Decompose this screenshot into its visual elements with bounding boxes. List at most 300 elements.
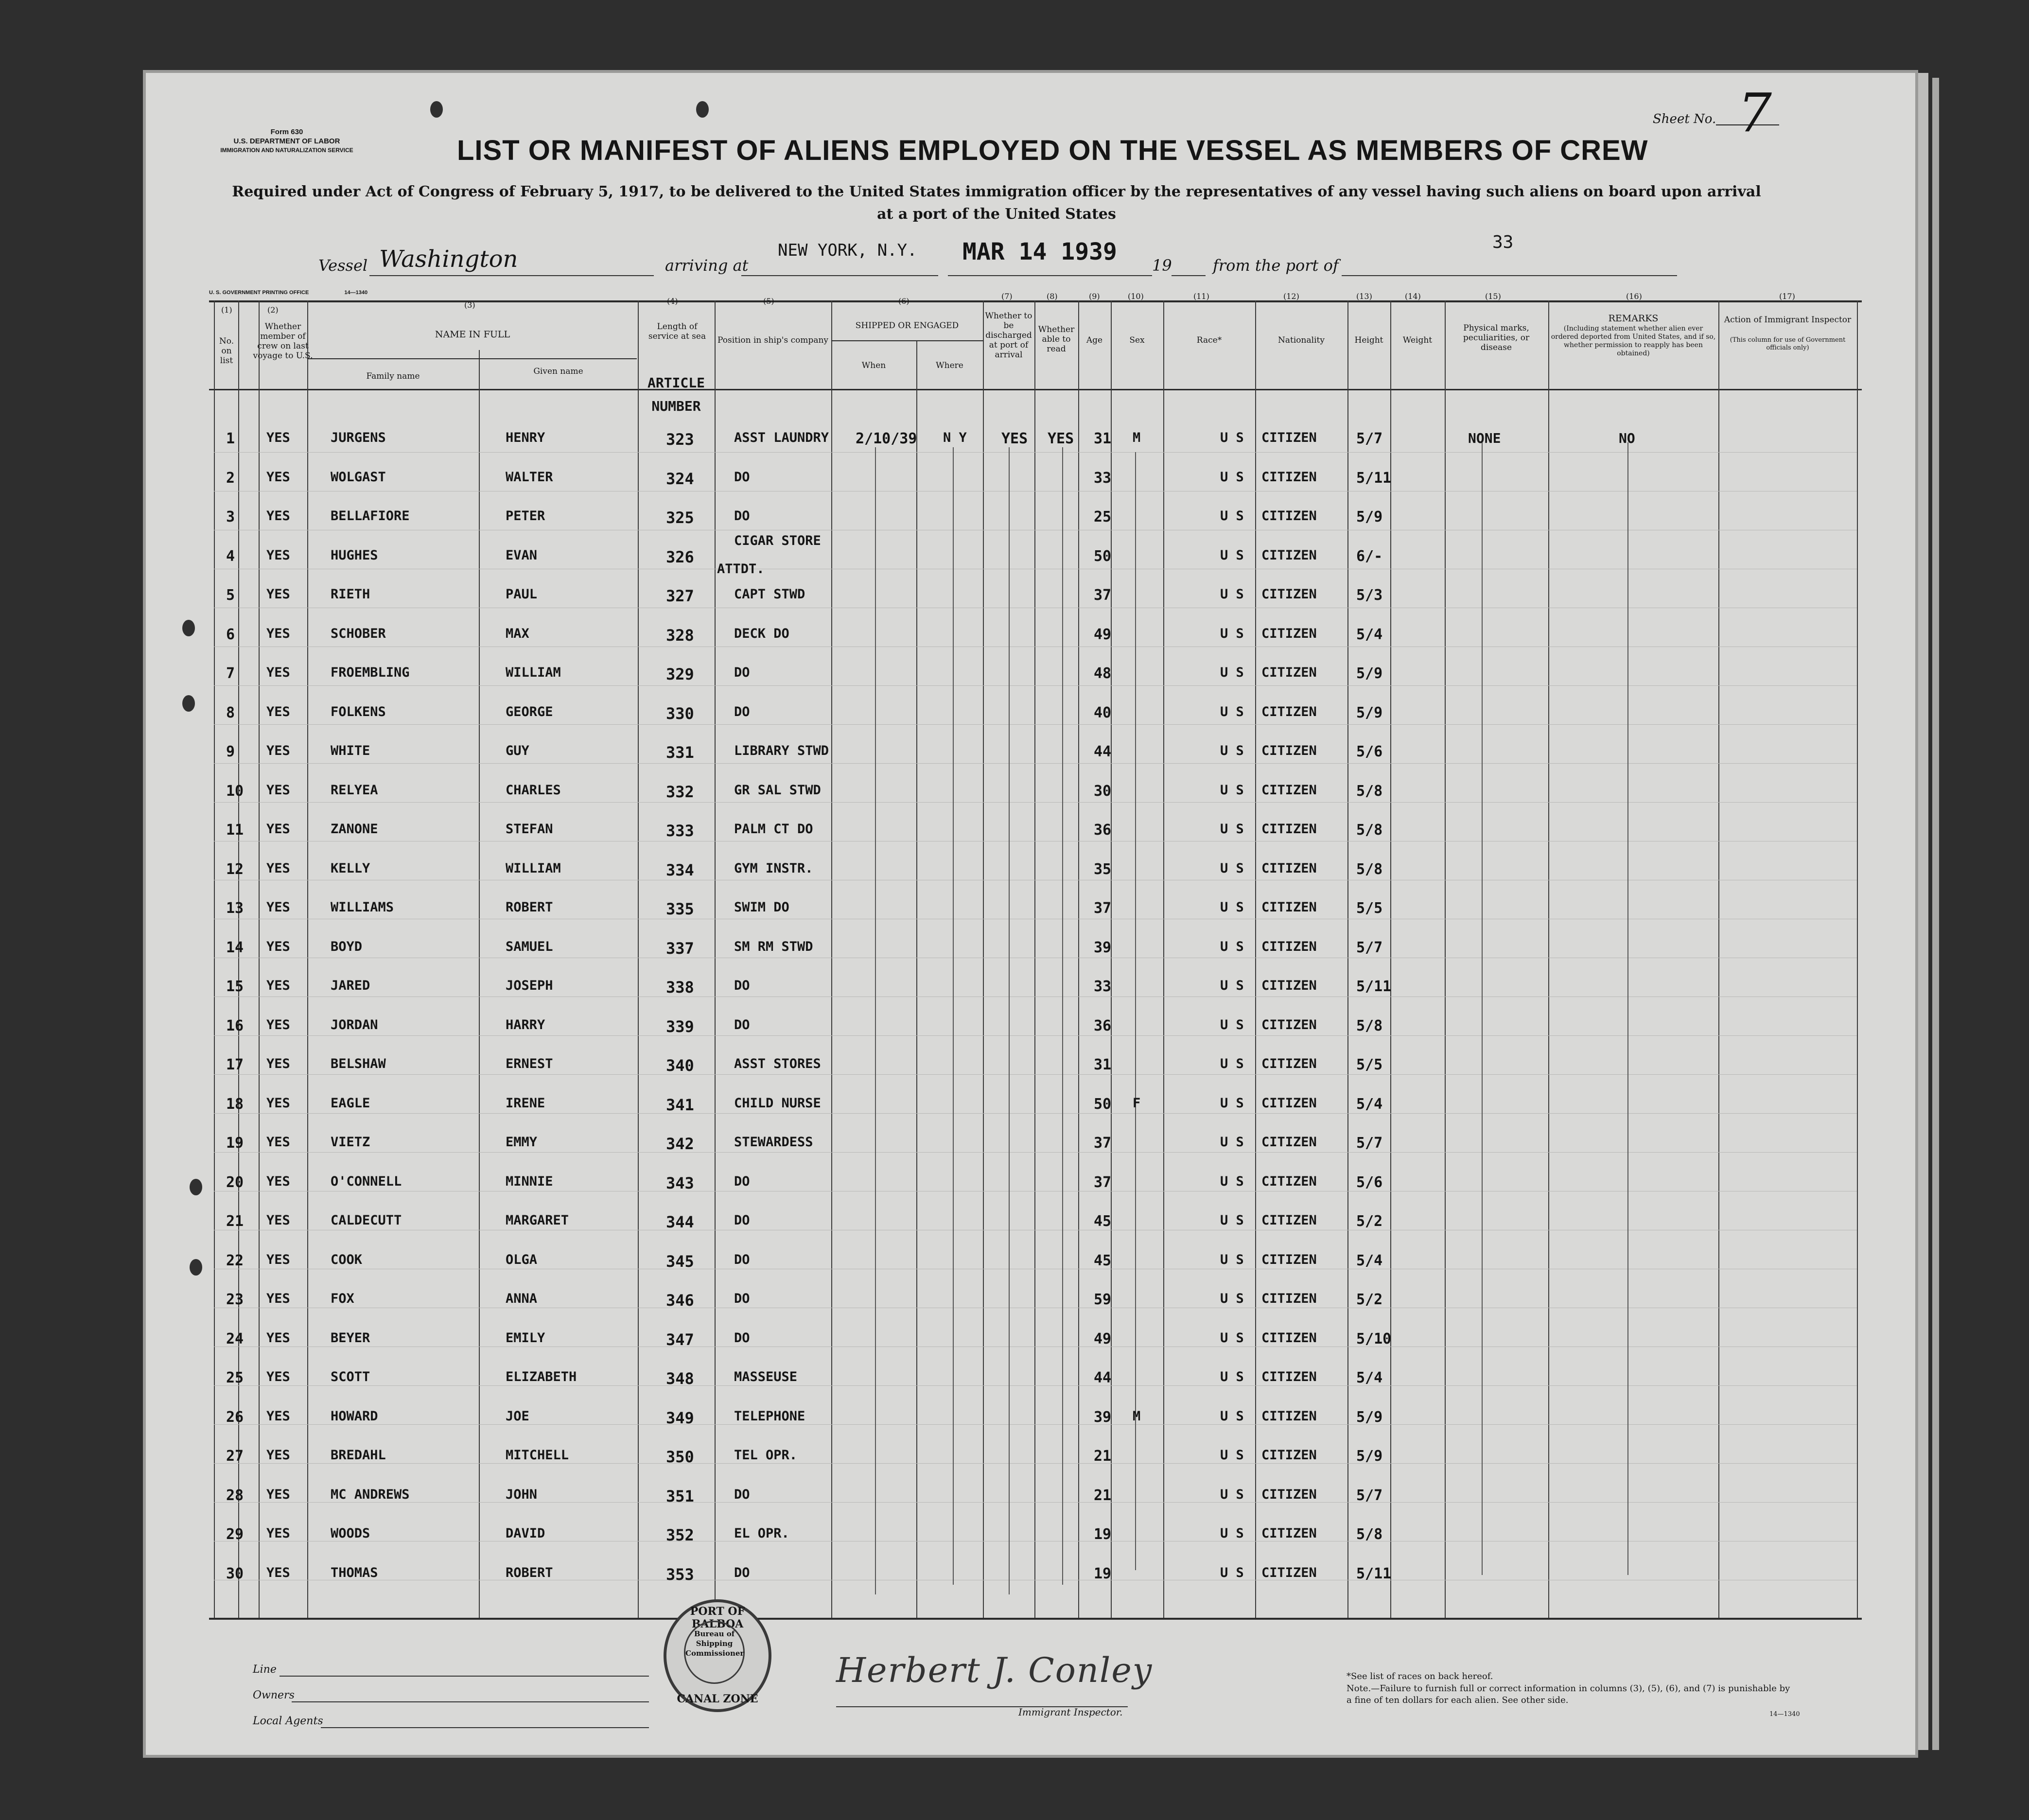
cell-crew-last-voyage: YES [266, 665, 290, 680]
cell-age: 31 [1094, 1056, 1112, 1073]
penalty-note: Note.—Failure to furnish full or correct information in columns (3), (5), (6), and (7) is punishable by a fine of ten dollars for each alien. See other side. [1347, 1683, 1790, 1705]
cell-race: U S [1220, 822, 1244, 837]
cell-article-number: 345 [666, 1252, 694, 1271]
cell-row-number: 10 [226, 782, 244, 800]
column-rule [831, 300, 832, 1618]
cell-row-number: 22 [226, 1252, 244, 1269]
cell-age: 37 [1094, 1173, 1112, 1191]
cell-given-name: CHARLES [506, 782, 561, 798]
row-rule [214, 1074, 1857, 1075]
ditto-line [1009, 447, 1010, 1594]
cell-family-name: JURGENS [331, 430, 386, 445]
cell-article-number: 334 [666, 860, 694, 879]
line-label: Line [253, 1663, 277, 1676]
column-rule [983, 300, 984, 1618]
header-position: Position in ship's company [717, 335, 829, 345]
voyage-number: 33 [1492, 232, 1514, 252]
column-rule [259, 300, 260, 1618]
cell-height: 5/4 [1356, 626, 1383, 643]
cell-height: 5/5 [1356, 1056, 1383, 1073]
cell-position: PALM CT DO [734, 822, 813, 837]
cell-race: U S [1220, 978, 1244, 993]
paper-edge-back [1932, 78, 1939, 1750]
binder-hole [696, 101, 709, 118]
cell-sex: F [1133, 1095, 1141, 1111]
col-num-2: (2) [267, 305, 279, 315]
cell-article-number: 324 [666, 469, 694, 488]
col-num-6: (6) [898, 297, 910, 306]
ditto-line [1482, 442, 1483, 1575]
cell-row-number: 30 [226, 1565, 244, 1582]
cell-row-number: 7 [226, 665, 235, 682]
cell-height: 5/9 [1356, 704, 1383, 721]
binder-hole [190, 1179, 202, 1195]
cell-age: 36 [1094, 822, 1112, 839]
cell-position-continued: ATTDT. [717, 561, 765, 577]
cell-family-name: THOMAS [331, 1565, 378, 1580]
cell-given-name: WALTER [506, 469, 553, 485]
header-length-of-service: Length of service at sea [648, 322, 706, 341]
cell-article-number: 347 [666, 1330, 694, 1349]
cell-crew-last-voyage: YES [266, 1017, 290, 1032]
cell-article-number: 350 [666, 1448, 694, 1466]
cell-nationality: CITIZEN [1261, 1330, 1317, 1346]
cell-height: 5/8 [1356, 782, 1383, 800]
cell-given-name: PETER [506, 508, 545, 524]
cell-position: DO [734, 704, 750, 719]
cell-position: DO [734, 1330, 750, 1346]
cell-family-name: KELLY [331, 860, 370, 876]
cell-row-number: 14 [226, 939, 244, 956]
vessel-underline [369, 275, 654, 276]
cell-race: U S [1220, 1056, 1244, 1071]
column-rule [479, 350, 480, 1618]
column-rule [638, 300, 639, 1618]
cell-position: TELEPHONE [734, 1408, 805, 1424]
local-agents-label: Local Agents [253, 1715, 323, 1727]
header-height: Height [1354, 335, 1383, 345]
cell-row-number: 28 [226, 1487, 244, 1504]
row-rule [214, 802, 1857, 803]
cell-nationality: CITIZEN [1261, 665, 1317, 680]
cell-given-name: SAMUEL [506, 939, 553, 954]
row-rule [214, 1035, 1857, 1036]
cell-age: 19 [1094, 1526, 1112, 1543]
printer-name: U. S. GOVERNMENT PRINTING OFFICE [209, 290, 309, 296]
cell-physical-marks: NONE [1468, 430, 1501, 446]
cell-nationality: CITIZEN [1261, 1252, 1317, 1267]
inspector-signature: Herbert J. Conley [836, 1650, 1153, 1690]
cell-crew-last-voyage: YES [266, 1330, 290, 1346]
cell-nationality: CITIZEN [1261, 1448, 1317, 1463]
cell-position: TEL OPR. [734, 1448, 798, 1463]
cell-family-name: HUGHES [331, 547, 378, 563]
paper-edge [1918, 73, 1928, 1750]
cell-position: CAPT STWD [734, 587, 805, 602]
column-rule [1445, 300, 1446, 1618]
cell-height: 5/5 [1356, 900, 1383, 917]
cell-race: U S [1220, 430, 1244, 445]
cell-position: DO [734, 469, 750, 485]
cell-nationality: CITIZEN [1261, 1565, 1317, 1580]
cell-crew-last-voyage: YES [266, 1095, 290, 1111]
cell-nationality: CITIZEN [1261, 508, 1317, 524]
cell-article-number: 333 [666, 822, 694, 840]
port-of-balboa-seal [664, 1599, 771, 1712]
cell-age: 44 [1094, 1369, 1112, 1386]
cell-nationality: CITIZEN [1261, 626, 1317, 641]
cell-family-name: JARED [331, 978, 370, 993]
cell-row-number: 8 [226, 704, 235, 721]
cell-article-number: 348 [666, 1369, 694, 1388]
header-physical-marks: Physical marks, peculiarities, or disease [1463, 323, 1530, 352]
arriving-label: arriving at [665, 256, 749, 275]
row-rule [214, 685, 1857, 686]
cell-family-name: MC ANDREWS [331, 1487, 410, 1502]
cell-article-number: 349 [666, 1408, 694, 1427]
cell-family-name: WOODS [331, 1526, 370, 1541]
col-num-15: (15) [1485, 292, 1501, 301]
cell-position: EL OPR. [734, 1526, 789, 1541]
cell-race: U S [1220, 547, 1244, 563]
cell-given-name: OLGA [506, 1252, 538, 1267]
row-rule [214, 724, 1857, 725]
cell-given-name: ERNEST [506, 1056, 553, 1071]
cell-nationality: CITIZEN [1261, 1369, 1317, 1384]
col-num-16: (16) [1626, 292, 1642, 301]
cell-crew-last-voyage: YES [266, 469, 290, 485]
cell-nationality: CITIZEN [1261, 704, 1317, 719]
cell-article-number: 338 [666, 978, 694, 997]
name-header-rule [307, 358, 637, 359]
header-where: Where [936, 361, 963, 370]
col-num-3: (3) [464, 300, 475, 310]
ditto-line [875, 447, 876, 1594]
form-code: 14—1340 [1769, 1711, 1800, 1718]
col-num-7: (7) [1001, 292, 1013, 301]
cell-crew-last-voyage: YES [266, 430, 290, 445]
column-rule [1255, 300, 1256, 1618]
from-port-label: from the port of [1213, 256, 1339, 275]
cell-height: 6/- [1356, 547, 1383, 565]
vessel-name: Washington [379, 245, 518, 273]
cell-given-name: JOE [506, 1408, 529, 1424]
cell-nationality: CITIZEN [1261, 1291, 1317, 1306]
cell-age: 21 [1094, 1448, 1112, 1465]
cell-position: GR SAL STWD [734, 782, 821, 798]
cell-article-number: 337 [666, 939, 694, 958]
header-age: Age [1086, 335, 1103, 345]
cell-race: U S [1220, 508, 1244, 524]
col-num-4: (4) [667, 297, 678, 306]
cell-crew-last-voyage: YES [266, 939, 290, 954]
column-rule [1078, 300, 1079, 1618]
cell-given-name: EMMY [506, 1135, 538, 1150]
sheet-label: Sheet No. [1653, 112, 1716, 126]
cell-height: 5/9 [1356, 508, 1383, 525]
arrival-port: NEW YORK, N.Y. [778, 241, 917, 260]
cell-race: U S [1220, 743, 1244, 758]
cell-position: DO [734, 1173, 750, 1189]
cell-family-name: RIETH [331, 587, 370, 602]
cell-nationality: CITIZEN [1261, 1017, 1317, 1032]
cell-row-number: 3 [226, 508, 235, 525]
cell-height: 5/7 [1356, 1135, 1383, 1152]
cell-crew-last-voyage: YES [266, 1448, 290, 1463]
cell-race: U S [1220, 1448, 1244, 1463]
cell-crew-last-voyage: YES [266, 587, 290, 602]
col-num-8: (8) [1047, 292, 1058, 301]
cell-age: 39 [1094, 939, 1112, 956]
column-rule [1034, 300, 1035, 1618]
cell-given-name: GUY [506, 743, 529, 758]
column-rule [1718, 300, 1719, 1618]
cell-row-number: 26 [226, 1408, 244, 1426]
ditto-line [953, 447, 954, 1585]
cell-crew-last-voyage: YES [266, 547, 290, 563]
cell-nationality: CITIZEN [1261, 860, 1317, 876]
cell-family-name: O'CONNELL [331, 1173, 402, 1189]
binder-hole [182, 695, 195, 712]
cell-family-name: BREDAHL [331, 1448, 386, 1463]
column-rule [916, 340, 917, 1618]
column-rule [1548, 300, 1549, 1618]
cell-row-number: 1 [226, 430, 235, 447]
column-rule [307, 300, 308, 1618]
cell-nationality: CITIZEN [1261, 939, 1317, 954]
seal-bottom-text: CANAL ZONE [677, 1693, 758, 1705]
cell-position: DECK DO [734, 626, 789, 641]
row-rule [214, 452, 1857, 453]
cell-row-number: 15 [226, 978, 244, 995]
cell-crew-last-voyage: YES [266, 1135, 290, 1150]
cell-given-name: ANNA [506, 1291, 538, 1306]
cell-age: 19 [1094, 1565, 1112, 1582]
cell-given-name: PAUL [506, 587, 538, 602]
cell-row-number: 27 [226, 1448, 244, 1465]
column-rule [1163, 300, 1164, 1618]
cell-height: 5/9 [1356, 665, 1383, 682]
cell-race: U S [1220, 1252, 1244, 1267]
cell-article-number: 326 [666, 547, 694, 566]
cell-race: U S [1220, 1095, 1244, 1111]
cell-position: DO [734, 1291, 750, 1306]
header-shipped-engaged: SHIPPED OR ENGAGED [855, 321, 959, 331]
cell-nationality: CITIZEN [1261, 782, 1317, 798]
cell-crew-last-voyage: YES [266, 1252, 290, 1267]
row-rule [214, 1152, 1857, 1153]
cell-row-number: 5 [226, 587, 235, 604]
cell-crew-last-voyage: YES [266, 1056, 290, 1071]
cell-height: 5/2 [1356, 1213, 1383, 1230]
cell-position: DO [734, 1213, 750, 1228]
cell-article-number: 327 [666, 587, 694, 605]
cell-family-name: FROEMBLING [331, 665, 410, 680]
cell-height: 5/7 [1356, 430, 1383, 447]
cell-discharged: YES [1001, 430, 1028, 447]
cell-age: 45 [1094, 1252, 1112, 1269]
cell-row-number: 2 [226, 469, 235, 487]
from-port-underline [1342, 275, 1677, 276]
cell-article-number: 341 [666, 1095, 694, 1114]
cell-crew-last-voyage: YES [266, 1408, 290, 1424]
cell-position: LIBRARY STWD [734, 743, 829, 758]
col-num-5: (5) [763, 297, 774, 306]
table-bottom-rule [209, 1618, 1862, 1620]
cell-crew-last-voyage: YES [266, 1291, 290, 1306]
page-subtitle: Required under Act of Congress of February 5, 1917, to be delivered to the United States immigration officer by the representatives of any vessel having such aliens on board upon arrival at a port of the United States [232, 183, 1761, 223]
cell-height: 5/9 [1356, 1408, 1383, 1426]
owners-label: Owners [253, 1689, 295, 1701]
cell-height: 5/8 [1356, 1017, 1383, 1034]
cell-age: 31 [1094, 430, 1112, 447]
cell-position: ASST STORES [734, 1056, 821, 1071]
cell-crew-last-voyage: YES [266, 1526, 290, 1541]
cell-age: 21 [1094, 1487, 1112, 1504]
owners-underline [292, 1701, 649, 1702]
agents-underline [321, 1727, 649, 1728]
header-article-number: ARTICLE NUMBER [647, 375, 705, 414]
cell-age: 50 [1094, 1095, 1112, 1113]
cell-row-number: 23 [226, 1291, 244, 1308]
cell-position: DO [734, 978, 750, 993]
immigrant-inspector-label: Immigrant Inspector. [1018, 1706, 1123, 1718]
cell-family-name: WHITE [331, 743, 370, 758]
year-label: 19 [1152, 256, 1172, 275]
header-sex: Sex [1129, 335, 1145, 345]
cell-crew-last-voyage: YES [266, 1173, 290, 1189]
cell-given-name: HARRY [506, 1017, 545, 1032]
cell-height: 5/8 [1356, 1526, 1383, 1543]
cell-age: 40 [1094, 704, 1112, 721]
cell-family-name: RELYEA [331, 782, 378, 798]
cell-race: U S [1220, 1291, 1244, 1306]
row-rule [214, 763, 1857, 764]
cell-height: 5/4 [1356, 1095, 1383, 1113]
cell-article-number: 335 [666, 900, 694, 918]
cell-age: 45 [1094, 1213, 1112, 1230]
cell-row-number: 19 [226, 1135, 244, 1152]
cell-nationality: CITIZEN [1261, 1526, 1317, 1541]
cell-race: U S [1220, 1135, 1244, 1150]
header-race: Race* [1196, 335, 1222, 345]
cell-given-name: EMILY [506, 1330, 545, 1346]
cell-family-name: FOX [331, 1291, 354, 1306]
port-underline [741, 275, 938, 276]
cell-race: U S [1220, 704, 1244, 719]
col-num-1: (1) [221, 305, 232, 315]
cell-given-name: ROBERT [506, 1565, 553, 1580]
cell-family-name: BEYER [331, 1330, 370, 1346]
cell-crew-last-voyage: YES [266, 1369, 290, 1384]
cell-sex: M [1133, 430, 1141, 445]
col-num-12: (12) [1283, 292, 1299, 301]
col-num-9: (9) [1089, 292, 1100, 301]
cell-position: CHILD NURSE [734, 1095, 821, 1111]
cell-row-number: 13 [226, 900, 244, 917]
cell-crew-last-voyage: YES [266, 508, 290, 524]
cell-age: 36 [1094, 1017, 1112, 1034]
ditto-line [1135, 452, 1136, 1570]
cell-shipped-where: N Y [943, 430, 967, 445]
cell-age: 25 [1094, 508, 1112, 525]
cell-position: CIGAR STORE [734, 533, 821, 548]
col-num-13: (13) [1356, 292, 1372, 301]
form-number: Form 630 [270, 128, 303, 136]
cell-row-number: 18 [226, 1095, 244, 1113]
cell-family-name: BELLAFIORE [331, 508, 410, 524]
cell-age: 37 [1094, 1135, 1112, 1152]
cell-height: 5/6 [1356, 1173, 1383, 1191]
cell-crew-last-voyage: YES [266, 704, 290, 719]
cell-height: 5/10 [1356, 1330, 1392, 1348]
cell-nationality: CITIZEN [1261, 1095, 1317, 1111]
cell-height: 5/11 [1356, 1565, 1392, 1582]
cell-family-name: JORDAN [331, 1017, 378, 1032]
header-inspector-action: Action of Immigrant Inspector [1724, 315, 1852, 325]
cell-given-name: MAX [506, 626, 529, 641]
cell-crew-last-voyage: YES [266, 1565, 290, 1580]
cell-article-number: 328 [666, 626, 694, 645]
cell-family-name: CALDECUTT [331, 1213, 402, 1228]
cell-row-number: 25 [226, 1369, 244, 1386]
cell-height: 5/6 [1356, 743, 1383, 760]
column-rule [1857, 300, 1858, 1618]
shipped-header-rule [831, 340, 983, 341]
cell-race: U S [1220, 1487, 1244, 1502]
cell-given-name: HENRY [506, 430, 545, 445]
cell-given-name: GEORGE [506, 704, 553, 719]
row-rule [214, 1502, 1857, 1503]
cell-nationality: CITIZEN [1261, 1135, 1317, 1150]
cell-age: 49 [1094, 626, 1112, 643]
cell-race: U S [1220, 1369, 1244, 1384]
cell-shipped-when: 2/10/39 [856, 430, 917, 447]
cell-height: 5/9 [1356, 1448, 1383, 1465]
cell-crew-last-voyage: YES [266, 822, 290, 837]
cell-crew-last-voyage: YES [266, 782, 290, 798]
cell-race: U S [1220, 1408, 1244, 1424]
cell-position: MASSEUSE [734, 1369, 798, 1384]
cell-position: GYM INSTR. [734, 860, 813, 876]
header-weight: Weight [1402, 335, 1433, 345]
cell-row-number: 12 [226, 860, 244, 878]
cell-family-name: WOLGAST [331, 469, 386, 485]
cell-family-name: BOYD [331, 939, 363, 954]
cell-given-name: JOSEPH [506, 978, 553, 993]
line-underline [280, 1676, 649, 1677]
cell-given-name: WILLIAM [506, 860, 561, 876]
col-num-11: (11) [1193, 292, 1209, 301]
table-top-rule [209, 300, 1862, 302]
cell-given-name: DAVID [506, 1526, 545, 1541]
row-rule [214, 1113, 1857, 1114]
cell-row-number: 20 [226, 1173, 244, 1191]
cell-age: 39 [1094, 1408, 1112, 1426]
cell-nationality: CITIZEN [1261, 900, 1317, 915]
cell-given-name: ROBERT [506, 900, 553, 915]
cell-given-name: WILLIAM [506, 665, 561, 680]
cell-able-to-read: YES [1048, 430, 1074, 447]
cell-family-name: SCHOBER [331, 626, 386, 641]
cell-family-name: ZANONE [331, 822, 378, 837]
header-inspector-sub: (This column for use of Government officials only) [1730, 336, 1846, 351]
seal-top-text: PORT OF BALBOA [690, 1605, 745, 1630]
header-remarks: REMARKS [1608, 313, 1659, 324]
cell-nationality: CITIZEN [1261, 978, 1317, 993]
vessel-label: Vessel [318, 256, 368, 275]
cell-height: 5/4 [1356, 1369, 1383, 1386]
